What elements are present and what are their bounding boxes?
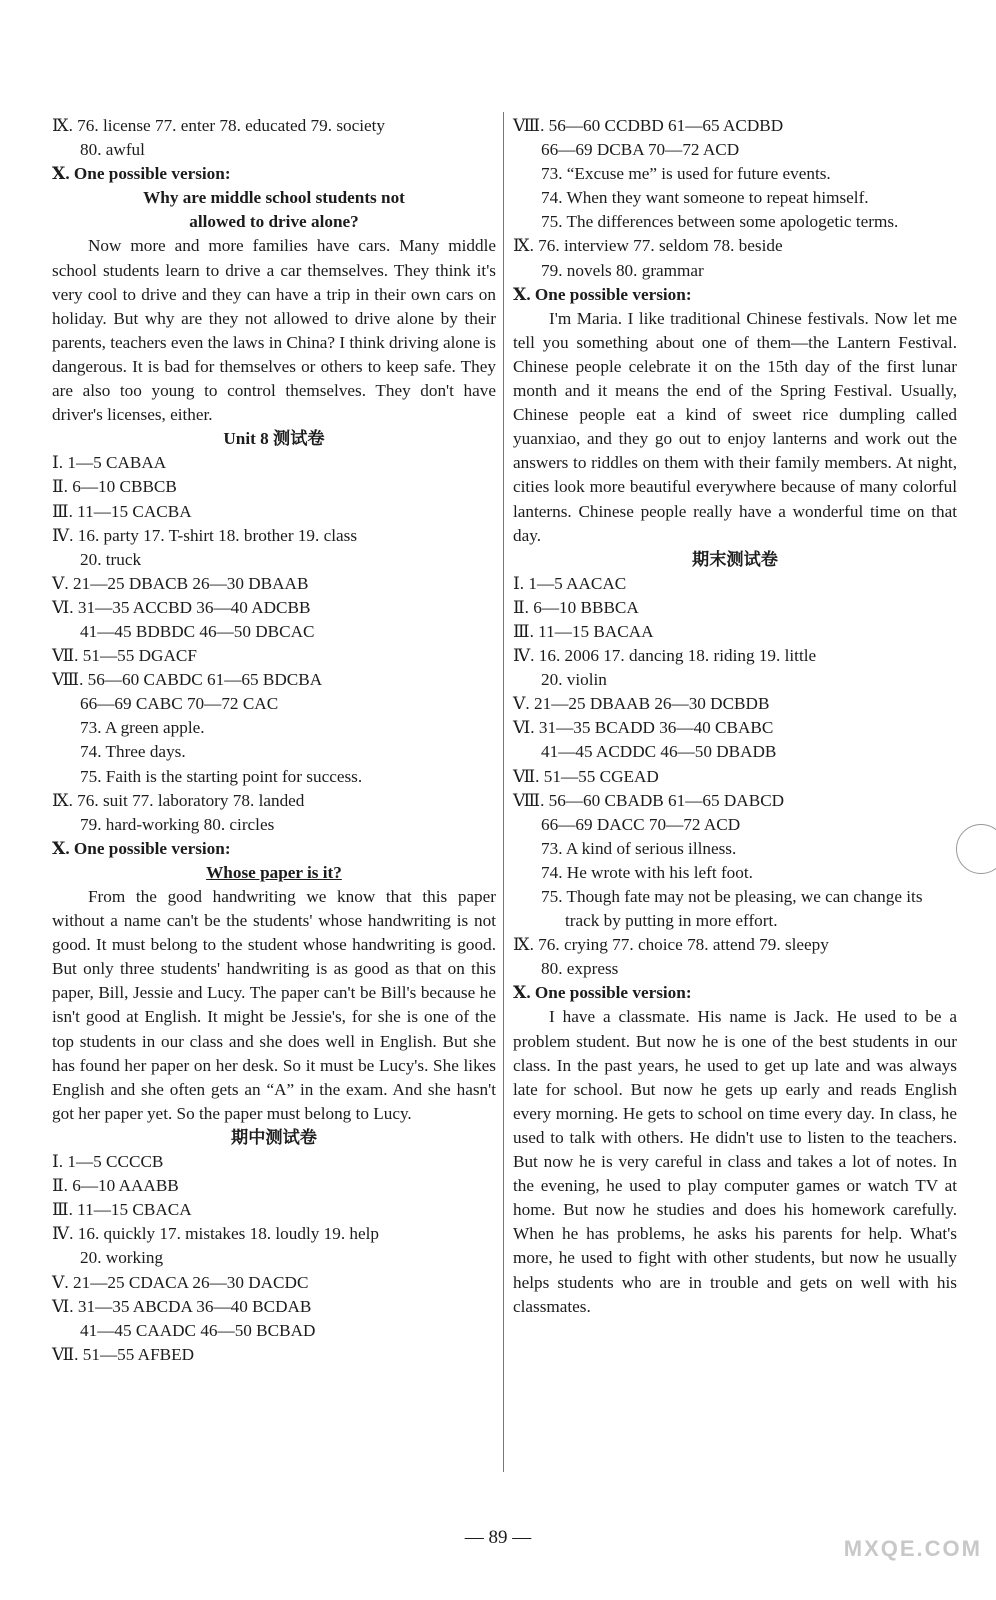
left-line: Ⅱ. 6—10 CBBCB — [52, 477, 177, 497]
right-line: Ⅶ. 51—55 CGEAD — [513, 766, 659, 786]
column-divider — [503, 112, 504, 1472]
left-column — [52, 114, 496, 1367]
right-line: 41—45 ACDDC 46—50 DBADB — [541, 742, 777, 762]
right-line: 73. “Excuse me” is used for future events. — [541, 164, 831, 184]
right-line: Ⅷ. 56—60 CCDBD 61—65 ACDBD — [513, 116, 784, 135]
left-line: Ⅷ. 56—60 CABDC 61—65 BDCBA — [52, 670, 323, 690]
right-line: 66—69 DCBA 70—72 ACD — [541, 140, 740, 160]
right-line: 期末测试卷 — [692, 549, 778, 569]
left-line: Ⅳ. 16. quickly 17. mistakes 18. loudly 19. help — [52, 1224, 379, 1244]
left-line: Ⅸ. 76. suit 77. laboratory 78. landed — [52, 790, 305, 810]
right-line: 75. Though fate may not be pleasing, we can change its track by putting in more effort. — [541, 887, 923, 931]
right-line: 79. novels 80. grammar — [541, 260, 704, 280]
left-line: Ⅶ. 51—55 DGACF — [52, 646, 197, 666]
right-line: Ⅴ. 21—25 DBAAB 26—30 DCBDB — [513, 694, 770, 714]
right-line: Ⅸ. 76. interview 77. seldom 78. beside — [513, 236, 783, 256]
left-line: 41—45 CAADC 46—50 BCBAD — [80, 1320, 316, 1340]
left-line: Ⅵ. 31—35 ABCDA 36—40 BCDAB — [52, 1296, 312, 1316]
left-line: Why are middle school students not — [143, 188, 405, 208]
right-line: Ⅹ. One possible version: — [513, 983, 692, 1003]
right-line: Ⅸ. 76. crying 77. choice 78. attend 79. sleepy — [513, 935, 829, 955]
right-line: I'm Maria. I like traditional Chinese festivals. Now let me tell you something about one of them—the Lantern Festival. Chinese people celebrate it on the 15th day of the first lunar month and it means the end of the Spring Festival. Usually, Chinese people eat a kind of sweet rice dumpling called yuanxiao, and they go out to enjoy lanterns and work out the answers to riddles on them with their family members. At night, cities look more beautiful everywhere because of many colorful lanterns. Chinese people really have a wonderful time on that day. — [513, 308, 957, 545]
left-line: Ⅰ. 1—5 CCCCB — [52, 1152, 164, 1172]
left-line: Ⅰ. 1—5 CABAA — [52, 453, 167, 473]
right-line: 75. The differences between some apologetic terms. — [541, 212, 899, 232]
left-line: Ⅶ. 51—55 AFBED — [52, 1344, 195, 1364]
left-line: Ⅲ. 11—15 CBACA — [52, 1200, 192, 1220]
right-line: Ⅷ. 56—60 CBADB 61—65 DABCD — [513, 790, 785, 810]
left-line: Unit 8 测试卷 — [223, 429, 325, 449]
stamp-icon — [956, 824, 996, 874]
left-line: Ⅹ. One possible version: — [52, 838, 231, 858]
right-line: 66—69 DACC 70—72 ACD — [541, 814, 741, 834]
left-line: 75. Faith is the starting point for success. — [80, 766, 363, 786]
left-line: Now more and more families have cars. Many middle school students learn to drive a car themselves. They think it's very cool to drive and they can have a trip in their own cars on holiday. But why are they not allowed to drive alone by their parents, teachers even the laws in China? I think driving alone is dangerous. It is bad for themselves or others to keep safe. They are also too young to control themselves. They don't have driver's licenses, either. — [52, 236, 496, 425]
left-line: Ⅸ. 76. license 77. enter 78. educated 79. society — [52, 116, 386, 135]
right-line: 80. express — [541, 959, 619, 979]
right-line: I have a classmate. His name is Jack. He used to be a problem student. But now he is one of the best students in our class. In the past years, he used to get up late and was always late for school. But now he gets up early and reads English every morning. He gets to school on time every day. In class, he used to talk with others. He didn't use to listen to the teachers. But now he is very careful in class and takes a lot of notes. In the evening, he used to play computer games or watch TV at home. But now he studies and does his homework carefully. When he has problems, he asks his parents for help. What's more, he used to fight with other students, but now he usually helps students who are in trouble and gets on well with his classmates. — [513, 1007, 957, 1316]
left-line: 期中测试卷 — [231, 1127, 317, 1147]
left-line: Ⅴ. 21—25 CDACA 26—30 DACDC — [52, 1272, 309, 1292]
left-line: Ⅳ. 16. party 17. T-shirt 18. brother 19. class — [52, 525, 358, 545]
left-line: 80. awful — [80, 140, 145, 160]
left-line: allowed to drive alone? — [189, 212, 359, 232]
page-number: — 89 — — [464, 1527, 532, 1548]
left-line: 20. working — [80, 1248, 164, 1268]
left-line: Ⅲ. 11—15 CACBA — [52, 501, 192, 521]
left-line: Ⅴ. 21—25 DBACB 26—30 DBAAB — [52, 573, 309, 593]
right-line: Ⅹ. One possible version: — [513, 284, 692, 304]
left-line: 73. A green apple. — [80, 718, 205, 738]
right-line: Ⅲ. 11—15 BACAA — [513, 621, 654, 641]
left-line: 66—69 CABC 70—72 CAC — [80, 694, 279, 714]
left-line: 79. hard-working 80. circles — [80, 814, 275, 834]
left-line: Whose paper is it? — [206, 862, 342, 882]
left-line: 41—45 BDBDC 46—50 DBCAC — [80, 621, 315, 641]
left-line: 20. truck — [80, 549, 142, 569]
right-line: Ⅵ. 31—35 BCADD 36—40 CBABC — [513, 718, 774, 738]
left-line: From the good handwriting we know that this paper without a name can't be the students' whose handwriting is not good. It must belong to the student whose handwriting is good. But only three students' handwriting is as good as that on this paper, Bill, Jessie and Lucy. The paper can't be Bill's because he isn't good at English. It might be Jessie's, for she is one of the top students in our class and she does well in English. But she has found her paper on her desk. So it must be Lucy's. She likes English and she often gets an “A” in the exam. And she hasn't got her paper yet. So the paper must belong to Lucy. — [52, 887, 496, 1123]
right-line: 74. He wrote with his left foot. — [541, 862, 753, 882]
left-line: 74. Three days. — [80, 742, 186, 762]
right-column — [513, 114, 957, 1319]
right-line: 74. When they want someone to repeat himself. — [541, 188, 869, 208]
right-line: 73. A kind of serious illness. — [541, 838, 737, 858]
right-line: Ⅰ. 1—5 AACAC — [513, 573, 627, 593]
left-line: Ⅹ. One possible version: — [52, 164, 231, 184]
right-line: 20. violin — [541, 670, 607, 690]
watermark-logo: MXQE.COM — [843, 1536, 982, 1561]
left-line: Ⅱ. 6—10 AAABB — [52, 1176, 179, 1196]
right-line: Ⅱ. 6—10 BBBCA — [513, 597, 639, 617]
right-line: Ⅳ. 16. 2006 17. dancing 18. riding 19. little — [513, 646, 817, 666]
left-line: Ⅵ. 31—35 ACCBD 36—40 ADCBB — [52, 597, 311, 617]
